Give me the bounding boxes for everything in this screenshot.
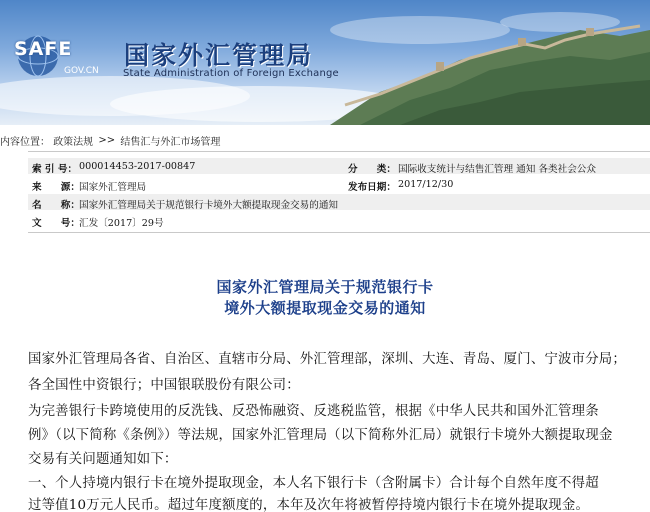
document-number-value: 汇发〔2017〕29号 <box>79 218 164 229</box>
source-label: 来 源： <box>32 182 80 193</box>
site-title[interactable]: 国家外汇管理局 <box>124 41 314 70</box>
metadata-row-index <box>28 158 650 174</box>
publish-date-label: 发布日期： <box>348 182 396 193</box>
banner-background <box>0 0 650 125</box>
document-number-label: 文 号： <box>32 218 80 229</box>
metadata-row-name <box>28 194 650 210</box>
breadcrumb-separator: >> <box>98 135 116 146</box>
index-number-label: 索 引 号： <box>32 164 78 175</box>
index-number-value: 000014453-2017-00847 <box>79 161 196 172</box>
publish-date-value: 2017/12/30 <box>398 179 454 190</box>
breadcrumb-item-policy[interactable]: 政策法规 <box>53 137 94 148</box>
logo-domain: GOV.CN <box>64 66 99 76</box>
safe-logo[interactable]: SAFE <box>14 38 73 60</box>
body-line: 一、个人持境内银行卡在境外提取现金，本人名下银行卡（含附属卡）合计每个自然年度不得超 <box>28 476 599 491</box>
metadata-row-source <box>28 176 650 192</box>
category-value: 国际收支统计与结售汇管理 通知 各类社会公众 <box>398 164 596 175</box>
body-line: 为完善银行卡跨境使用的反洗钱、反恐怖融资、反逃税监管，根据《中华人民共和国外汇管理条 <box>28 404 599 419</box>
document-metadata-table <box>28 151 650 233</box>
body-line: 各全国性中资银行；中国银联股份有限公司： <box>28 378 300 393</box>
document-title-line-2: 境外大额提取现金交易的通知 <box>224 299 426 317</box>
metadata-row-docno <box>28 212 650 228</box>
body-line: 国家外汇管理局各省、自治区、直辖市分局、外汇管理部，深圳、大连、青岛、厦门、宁波市分局； <box>28 352 626 367</box>
breadcrumb <box>0 133 650 149</box>
breadcrumb-item-fx-market[interactable]: 结售汇与外汇市场管理 <box>120 137 221 148</box>
source-value: 国家外汇管理局 <box>79 182 147 193</box>
site-subtitle: State Administration of Foreign Exchange <box>123 68 339 79</box>
site-header-banner <box>0 0 650 125</box>
breadcrumb-prefix: 内容位置： <box>0 137 50 148</box>
body-line: 例》（以下简称《条例》）等法规，国家外汇管理局（以下简称外汇局）就银行卡境外大额提取现金 <box>28 428 613 443</box>
document-title-line-1: 国家外汇管理局关于规范银行卡 <box>216 278 434 296</box>
document-name-label: 名 称： <box>32 200 80 211</box>
body-line: 过等值10万元人民币。超过年度额度的，本年及次年将被暂停持境内银行卡在境外提取现金。 <box>28 498 590 512</box>
document-name-value: 国家外汇管理局关于规范银行卡境外大额提取现金交易的通知 <box>79 200 339 211</box>
category-label: 分 类： <box>348 164 396 175</box>
body-line: 交易有关问题通知如下： <box>28 452 178 467</box>
